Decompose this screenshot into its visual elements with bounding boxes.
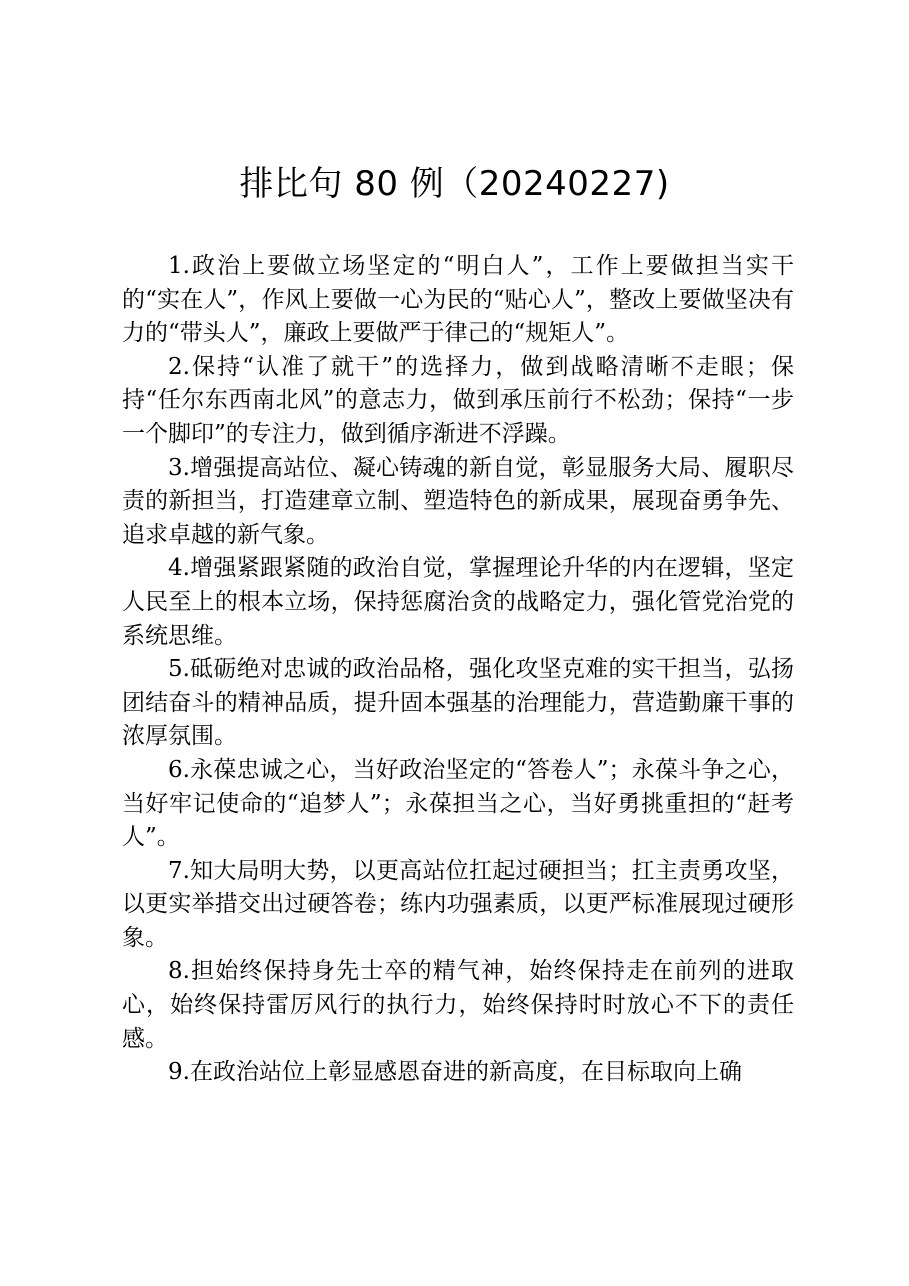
document-body [122,250,794,1090]
paragraph-6: 6.永葆忠诚之心，当好政治坚定的“答卷人”；永葆斗争之心，当好牢记使命的“追梦人”；永葆担当之心，当好勇挑重担的“赶考人”。 [122,756,794,851]
paragraph-8: 8.担始终保持身先士卒的精气神，始终保持走在前列的进取心，始终保持雷厉风行的执行力，始终保持时时放心不下的责任感。 [122,958,794,1052]
document-title: 排比句 80 例（20240227) [239,164,670,204]
paragraph-9: 9.在政治站位上彰显感恩奋进的新高度，在目标取向上确 [168,1059,742,1086]
paragraph-4: 4.增强紧跟紧随的政治自觉，掌握理论升华的内在逻辑，坚定人民至上的根本立场，保持惩腐治贪的战略定力，强化管党治党的系统思维。 [122,555,794,649]
paragraph-2: 2.保持“认准了就干”的选择力，做到战略清晰不走眼；保持“任尔东西南北风”的意志力，做到承压前行不松劲；保持“一步一个脚印”的专注力，做到循序渐进不浮躁。 [122,353,794,447]
paragraph-1: 1.政治上要做立场坚定的“明白人”，工作上要做担当实干的“实在人”，作风上要做一心为民的“贴心人”，整改上要做坚决有力的“带头人”，廉政上要做严于律己的“规矩人”。 [122,253,794,347]
paragraph-3: 3.增强提高站位、凝心铸魂的新自觉，彰显服务大局、履职尽责的新担当，打造建章立制、塑造特色的新成果，展现奋勇争先、追求卓越的新气象。 [122,454,794,548]
paragraph-7: 7.知大局明大势，以更高站位扛起过硬担当；扛主责勇攻坚，以更实举措交出过硬答卷；练内功强素质，以更严标准展现过硬形象。 [122,857,794,951]
paragraph-5: 5.砥砺绝对忠诚的政治品格，强化攻坚克难的实干担当，弘扬团结奋斗的精神品质，提升固本强基的治理能力，营造勤廉干事的浓厚氛围。 [122,656,794,750]
